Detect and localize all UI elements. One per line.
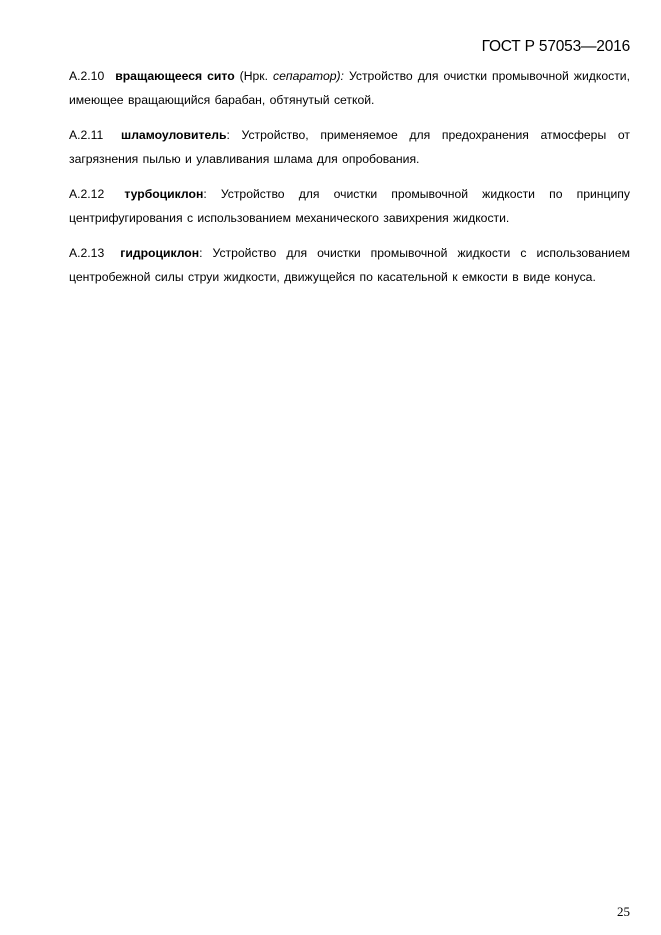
term-entry-a-2-10 <box>69 64 630 112</box>
term-alt-prefix: (Нрк. <box>234 69 274 83</box>
term-number: А.2.12 <box>69 187 105 201</box>
page-number: 25 <box>617 904 630 919</box>
document-header <box>482 38 630 56</box>
term-name: гидроциклон <box>120 246 200 260</box>
term-alt-name: сепаратор): <box>273 69 344 83</box>
term-name: турбоциклон <box>124 187 204 201</box>
term-number: А.2.13 <box>69 246 105 260</box>
term-number: А.2.10 <box>69 69 105 83</box>
term-entry-a-2-13 <box>69 241 630 289</box>
term-name: вращающееся сито <box>115 69 235 83</box>
term-definition: : Устройство для очистки промывочной жидкости по принципу центрифугирования с использованием механического завихрения жидкости. <box>69 187 630 225</box>
term-entry-a-2-11 <box>69 123 630 171</box>
term-definition: : Устройство, применяемое для предохранения атмосферы от загрязнения пылью и улавливания шлама для опробования. <box>69 128 630 166</box>
standard-designation: ГОСТ Р 57053—2016 <box>481 38 630 55</box>
term-definition: Устройство для очистки промывочной жидкости, имеющее вращающийся барабан, обтянутый сеткой. <box>69 69 630 107</box>
document-body <box>69 64 630 300</box>
term-name: шламоуловитель <box>121 128 227 142</box>
term-entry-a-2-12 <box>69 182 630 230</box>
term-number: А.2.11 <box>69 128 104 142</box>
term-definition: : Устройство для очистки промывочной жидкости с использованием центробежной силы струи жидкости, движущейся по касательной к емкости в виде конуса. <box>69 246 630 284</box>
